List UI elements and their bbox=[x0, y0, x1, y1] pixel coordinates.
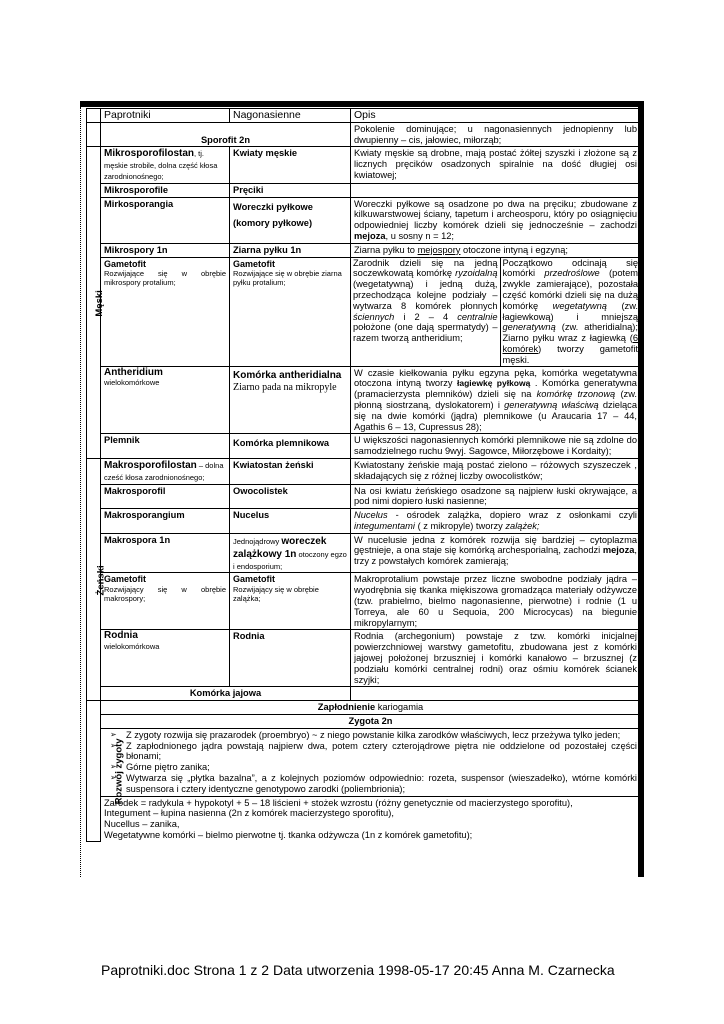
header-nagonasienne: Nagonasienne bbox=[230, 109, 351, 123]
frame-top-bar bbox=[80, 101, 643, 107]
section-meski: Męski bbox=[87, 147, 101, 459]
table-row: Żeński Makrosporofilostan – dolna cześć kłosa zarodnionośnego; Kwiatostan żeński Kwiatostany żeńskie mają postać zielono – różowych szyszeczek , składających się z różnej liczby owocolistków; bbox=[87, 458, 641, 484]
table-row bbox=[87, 728, 641, 796]
header-opis: Opis bbox=[351, 109, 641, 123]
zygota-line: Integument – łupina nasienna (2n z komórek macierzystego sporofitu), bbox=[104, 808, 394, 819]
zaplodnienie-label: Zapłodnienie kariogamia bbox=[101, 701, 641, 715]
section-zenski: Żeński bbox=[87, 458, 101, 700]
list-item: ➢ Z zygoty rozwija się prazarodek (proembryo) ~ z niego powstanie kilka zarodków właściwych, lecz przeżywa tylko jeden; bbox=[126, 730, 637, 741]
table-row: Mikrospory 1n Ziarna pyłku 1n Ziarna pyłku to mejospory otoczone intyną i egzyną; bbox=[87, 243, 641, 257]
list-item: ➢ Górne piętro zanika; bbox=[126, 762, 637, 773]
table-row: Makrosporofil Owocolistek Na osi kwiatu żeńskiego osadzone są najpierw łuski okrywające, a pod nimi dopiero łuski nasienne; bbox=[87, 484, 641, 509]
gametofit-subtable: Zarodnik dzieli się na jedną soczewkowatą komórkę ryzoidalną (wegetatywną) i jedną dużą, przechodząca kolejne podziały – wytwarza 8 komórek płonnych ściennych i 2 – 4 centralnie położone (one dają spermatydy) – razem tworzą antheridium; Początkowo odcinają się komórki przedroślowe (potem zwykle zamierające), pozostała część komórki dzieli się na dużą komórkę wegetatywną (zw. łagiewkową) i mniejszą generatywną (zw. atheridialną); Ziarno pyłku wraz z łagiewką (6 komórek) tworzy gametofit męski. bbox=[353, 257, 638, 365]
list-item: ➢ Z zapłodnionego jądra powstają najpierw dwa, potem cztery czterojądrowe piętra nie oddzielone od pozostałej części błonami; bbox=[126, 741, 637, 763]
header-row bbox=[87, 109, 641, 123]
zygota-label: Zygota 2n bbox=[101, 715, 641, 729]
zygota-bullet-list bbox=[104, 730, 637, 795]
page-footer: Paprotniki.doc Strona 1 z 2 Data utworzenia 1998-05-17 20:45 Anna M. Czarnecka bbox=[101, 962, 615, 978]
table-row: Gametofit Rozwijające się w obrębie mikrospory protalium; Gametofit Rozwijające się w obrębie ziarna pyłku protalium; Zarodnik dzieli się na jedną soczewkowatą komórkę ryzoidalną (wegetatywną) i jedną dużą, przechodząca kolejne podziały – wytwarza 8 komórek płonnych ściennych i 2 – 4 centralnie położone (one dają spermatydy) – razem tworzą antheridium; Początkowo odcinają się komórki przedroślowe (potem zwykle zamierające), pozostała część komórki dzieli się na dużą komórkę wegetatywną (zw. łagiewkową) i mniejszą generatywną (zw. atheridialną); Ziarno pyłku wraz z łagiewką (6 komórek) tworzy gametofit męski. bbox=[87, 257, 641, 366]
komorka-jajowa-label: Komórka jajowa bbox=[101, 687, 351, 701]
list-item: ➢ Wytwarza się „płytka bazalna”, a z kolejnych poziomów odpowiednio: rozeta, suspensor (wieszadełko), wtórne komórki suspensora i cztery identyczne genotypowo zarodki (poliembrionia); bbox=[126, 773, 637, 795]
table-row: Makrosporangium Nucelus Nucelus - ośrodek zalążka, dopiero wraz z osłonkami czyli integumentami ( z mikropyle) tworzy zalążek; bbox=[87, 509, 641, 534]
table-row: Antheridium wielokomórkowe Komórka antheridialna Ziarno pada na mikropyle W czasie kiełkowania pyłku egzyna pęka, komórka wegetatywna otoczona intyną tworzy łagiewkę pyłkową . Komórka generatywna (pramacierzysta plemników) dzieli się na komórkę trzonową (zw. płonną siostrzaną, dyslokatorem) i generatywną właściwą dzieląca się na dwie komórki (jądra) plemnikowe (u Araucaria 17 – 44, Agathis 6 – 13, Cupressus 28); bbox=[87, 366, 641, 434]
table-row: Rodnia wielokomórkowa Rodnia Rodnia (archegonium) powstaje z tzw. komórki inicjalnej powierzchniowej warstwy gametofitu, zbudowana jest z komórki jajowej położonej brzuszniej i komórki kanałowo – brzusznej (z podziału komórki centralnej rodni) oraz ośmiu komórek ścianek szyjki; bbox=[87, 630, 641, 687]
header-paprotniki: Paprotniki bbox=[101, 109, 230, 123]
sporofit-row bbox=[87, 122, 641, 147]
table-row bbox=[87, 715, 641, 729]
sporofit-label: Sporofit 2n bbox=[101, 122, 351, 147]
table-row: Męski Mikrosporofilostan, tj. męskie strobile, dolna część kłosa zarodnionośnego; Kwiaty męskie Kwiaty męskie są drobne, mają postać żółtej szyszki i złożone są z licznych pręcików osadzonych spiralnie na dość długiej osi kwiatowej; bbox=[87, 147, 641, 183]
sporofit-desc: Pokolenie dominujące; u nagonasiennych jednopienny lub dwupienny – cis, jałowiec, miłorząb; bbox=[351, 122, 641, 147]
section-zygota: Rozwój zygoty bbox=[87, 701, 101, 842]
table-row: Mirkosporangia Woreczki pyłkowe (komory pyłkowe) Woreczki pyłkowe są osadzone po dwa na pręciku; zbudowane z kilkuwarstwowej ściany, tapetum i archeosporu, który po osiągnięciu odpowiedniej liczby komórek dzieli się jednocześnie – zachodzi mejoza, u sosny n = 12; bbox=[87, 197, 641, 243]
table-row: Plemnik Komórka plemnikowa U większości nagonasiennych komórki plemnikowe nie są zdolne do samodzielnego ruchu 9wyj. Sagowce, Miłorzębowe i Kordaity); bbox=[87, 434, 641, 459]
table-row: Makrospora 1n Jednojądrowy woreczek zalążkowy 1n otoczony egzo i endosporium; W nucelusie jedna z komórek rozwija się bardziej – cytoplazma gęstnieje, a ona staje się komórką archesporialną, zachodzi mejoza, trzy z powstałych komórek zamierają; bbox=[87, 533, 641, 573]
zygota-line: Wegetatywne komórki – bielmo pierwotne tj. tkanka odżywcza (1n z komórek gametofitu); bbox=[104, 830, 473, 841]
table-row bbox=[87, 687, 641, 701]
zygota-line: Zarodek = radykula + hypokotyl + 5 – 18 liścieni + stożek wzrostu (różny genetycznie od macierzystego sporofitu), bbox=[104, 797, 573, 808]
table-row: Mikrosporofile Pręciki bbox=[87, 183, 641, 197]
table-row bbox=[87, 796, 641, 842]
zygota-line: Nucellus – zanika, bbox=[104, 819, 180, 830]
table-row: Gametofit Rozwijający się w obrębie makrospory; Gametofit Rozwijający się w obrębie zalążka; Makroprotalium powstaje przez liczne swobodne podziały jądra – wyodrębnia się tkanka miękiszowa gromadząca materiały odżywcze (tzw. prabielmo, bielmo nagonasienne, pierwotne) i rodnie (1 u Torreya, ale 60 u Sequoia, 200 Microcycas) na biegunie mikropylarnym; bbox=[87, 573, 641, 630]
table-row bbox=[87, 701, 641, 715]
comparison-table bbox=[86, 108, 641, 842]
